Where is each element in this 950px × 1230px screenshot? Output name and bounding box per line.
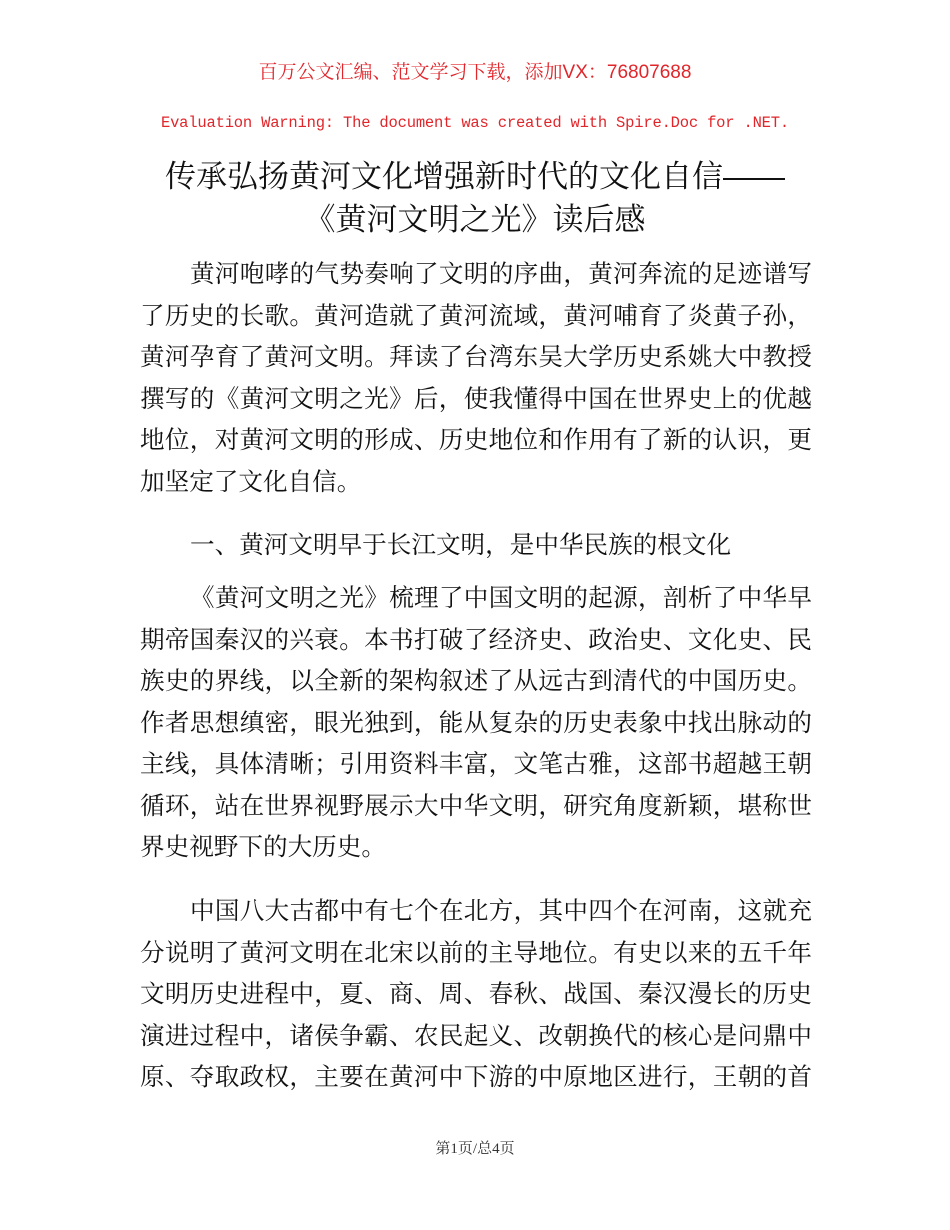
paragraph-line: 族史的界线，以全新的架构叙述了从远古到清代的中国历史。: [140, 668, 812, 695]
paragraph-line: 文明历史进程中，夏、商、周、春秋、战国、秦汉漫长的历史: [140, 981, 812, 1008]
section-heading-1: [140, 525, 812, 567]
paragraph-line: 主线，具体清晰；引用资料丰富，文笔古雅，这部书超越王朝: [140, 751, 812, 778]
paragraph-line: 界史视野下的大历史。: [140, 834, 386, 861]
document-title-line-2: 《黄河文明之光》读后感: [304, 202, 646, 237]
paragraph-1: [140, 254, 812, 503]
paragraph-line: 作者思想缜密，眼光独到，能从复杂的历史表象中找出脉动的: [140, 709, 812, 737]
promo-banner: 百万公文汇编、范文学习下载，添加VX：76807688: [258, 62, 692, 83]
paragraph-line: 《黄河文明之光》梳理了中国文明的起源，剖析了中华早: [190, 585, 812, 612]
paragraph-line: 中国八大古都中有七个在北方，其中四个在河南，这就充: [190, 898, 812, 925]
paragraph-3: [140, 891, 812, 1099]
document-title-line-1: 传承弘扬黄河文化增强新时代的文化自信——: [165, 159, 785, 194]
paragraph-line: 黄河孕育了黄河文明。拜读了台湾东吴大学历史系姚大中教授: [140, 344, 812, 371]
evaluation-warning: Evaluation Warning: The document was created with Spire.Doc for .NET.: [160, 114, 789, 132]
paragraph-2: [140, 578, 812, 869]
paragraph-line: 黄河咆哮的气势奏响了文明的序曲，黄河奔流的足迹谱写: [190, 261, 812, 288]
paragraph-line: 原、夺取政权，主要在黄河中下游的中原地区进行，王朝的首: [140, 1064, 812, 1091]
paragraph-line: 加坚定了文化自信。: [140, 468, 362, 496]
paragraph-line: 循环，站在世界视野展示大中华文明，研究角度新颖，堪称世: [140, 792, 812, 820]
paragraph-line: 了历史的长歌。黄河造就了黄河流域，黄河哺育了炎黄子孙，: [140, 302, 812, 330]
paragraph-line: 分说明了黄河文明在北宋以前的主导地位。有史以来的五千年: [140, 939, 812, 967]
paragraph-line: 地位，对黄河文明的形成、历史地位和作用有了新的认识，更: [140, 427, 812, 454]
paragraph-line: 撰写的《黄河文明之光》后，使我懂得中国在世界史上的优越: [140, 385, 812, 413]
paragraph-line: 期帝国秦汉的兴衰。本书打破了经济史、政治史、文化史、民: [140, 626, 812, 654]
page-number-footer: 第1页/总4页: [435, 1141, 515, 1157]
paragraph-line: 演进过程中，诸侯争霸、农民起义、改朝换代的核心是问鼎中: [140, 1022, 812, 1050]
section-heading-text: 一、黄河文明早于长江文明，是中华民族的根文化: [190, 532, 732, 559]
